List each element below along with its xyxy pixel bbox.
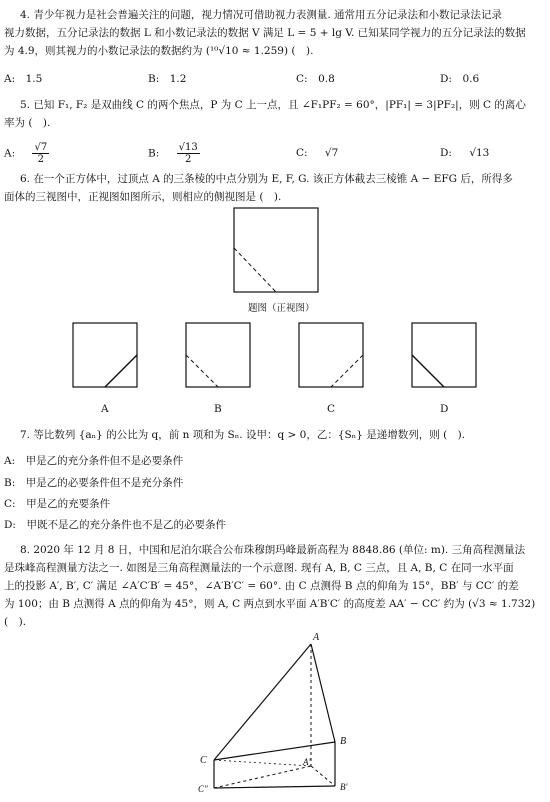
q8-elevation-diagram — [214, 644, 335, 788]
q8-line3: 上的投影 A′, B′, C′ 满足 ∠A′C′B′ = 45°，∠A′B′C′ = 60°. 由 C 点测得 B 点的仰角为 15°，BB′ 与 CC′ 的差 — [4, 580, 519, 592]
q5-option-a-num: √7 — [34, 142, 48, 153]
q8-edge-a-prime-b-prime — [311, 766, 335, 786]
q5-option-a-den: 2 — [37, 154, 45, 165]
q6-choice-d-square — [412, 323, 476, 387]
q5-option-b-label: B: — [148, 147, 160, 160]
q7-option-d: D: 甲既不是乙的充分条件也不是乙的必要条件 — [4, 519, 226, 531]
q8-line1: 8. 2020 年 12 月 8 日，中国和尼泊尔联合公布珠穆朗玛峰最新高程为 8848.86 (单位: m). 三角高程测量法 — [20, 544, 526, 556]
q6-choice-c-dashed-edge — [331, 355, 363, 387]
q8-line5: ( ). — [4, 616, 27, 628]
q6-choice-b-label: B — [214, 403, 222, 415]
q5-option-b-num: √13 — [178, 142, 198, 153]
q8-point-a-label: A — [313, 632, 320, 643]
q6-line2: 面体的三视图中，正视图如图所示，则相应的侧视图是 ( ). — [4, 191, 282, 203]
q5-option-c-value: √7 — [324, 147, 339, 159]
q6-choice-d-label: D — [440, 403, 449, 415]
q6-choice-a-square — [73, 323, 137, 387]
q5-line2: 率为 ( ). — [4, 117, 51, 129]
q8-point-c-label: C — [200, 755, 207, 766]
q6-front-view-caption: 题图（正视图） — [248, 303, 315, 314]
q5-option-a-label: A: — [4, 147, 16, 160]
q5-option-c-label: C: — [296, 147, 308, 159]
q5-option-b-den: 2 — [184, 154, 192, 165]
q6-front-view-diagram — [234, 208, 318, 292]
q8-point-a-prime-label: A′ — [303, 757, 311, 767]
q5-line1: 5. 已知 F₁, F₂ 是双曲线 C 的两个焦点，P 为 C 上一点，且 ∠F₁PF₂ = 60°，|PF₁| = 3|PF₂|，则 C 的离心 — [20, 99, 526, 111]
q6-choice-a-solid-edge — [105, 355, 137, 387]
q6-choice-c-square — [299, 323, 363, 387]
q8-point-b-label: B — [340, 736, 347, 747]
q6-front-view-dashed-edge — [234, 248, 276, 292]
q4-line1: 4. 青少年视力是社会普遍关注的问题，视力情况可借助视力表测量. 通常用五分记录法和小数记录法记录 — [20, 9, 503, 21]
q4-line2: 视力数据，五分记录法的数据 L 和小数记录法的数据 V 满足 L = 5 + lg V. 已知某同学视力的五分记录法的数据 — [4, 27, 526, 39]
q7-option-b: B: 甲是乙的必要条件但不是充分条件 — [4, 477, 184, 489]
q8-edge-c-prime-b-prime — [214, 786, 335, 788]
q5-option-d-value: √13 — [469, 147, 490, 159]
q7-option-c: C: 甲是乙的充要条件 — [4, 498, 111, 510]
q7-line1: 7. 等比数列 {aₙ} 的公比为 q，前 n 项和为 Sₙ. 设甲：q > 0，乙：{Sₙ} 是递增数列，则 ( ). — [20, 429, 466, 441]
q4-option-b: B: 1.2 — [148, 73, 187, 85]
q8-line2: 是珠峰高程测量方法之一. 如图是三角高程测量法的一个示意图. 现有 A, B, C 三点，且 A, B, C 在同一水平面 — [4, 562, 514, 574]
q4-option-c: C: 0.8 — [296, 73, 335, 85]
q8-edge-ac — [214, 644, 311, 760]
q7-option-a: A: 甲是乙的充分条件但不是必要条件 — [4, 455, 184, 467]
q8-edge-c-prime-a-prime — [214, 766, 311, 788]
q6-choice-d-diagram — [412, 323, 476, 387]
q6-choice-c-label: C — [327, 403, 336, 415]
q6-choice-a-diagram — [73, 323, 137, 387]
q6-choice-b-diagram — [186, 323, 250, 387]
q8-point-c-prime-label: C″ — [198, 784, 208, 794]
q6-choice-b-square — [186, 323, 250, 387]
q8-edge-c-a-prime — [214, 760, 311, 766]
q6-choice-a-label: A — [101, 403, 109, 415]
q6-line1: 6. 在一个正方体中，过顶点 A 的三条棱的中点分别为 E, F, G. 该正方体截去三棱锥 A − EFG 后，所得多 — [20, 173, 513, 185]
q8-line4: 为 100；由 B 点测得 A 点的仰角为 45°，则 A, C 两点到水平面 A′B′C′ 的高度差 AA′ − CC′ 约为 (√3 ≈ 1.732) — [4, 598, 536, 610]
q4-option-a: A: 1.5 — [4, 73, 43, 85]
q4-option-d: D: 0.6 — [440, 73, 480, 85]
q8-edge-cb — [214, 742, 335, 760]
q4-line3: 为 4.9，则其视力的小数记录法的数据约为 (¹⁰√10 ≈ 1.259) ( ). — [4, 45, 314, 57]
q8-edge-ab — [311, 644, 335, 742]
q5-option-d-label: D: — [440, 147, 452, 159]
q6-choice-c-diagram — [299, 323, 363, 387]
q6-choice-b-dashed-edge — [186, 355, 218, 387]
q6-front-view-square — [234, 208, 318, 292]
q6-choice-d-solid-edge — [412, 355, 444, 387]
q8-point-b-prime-label: B′ — [340, 782, 348, 792]
